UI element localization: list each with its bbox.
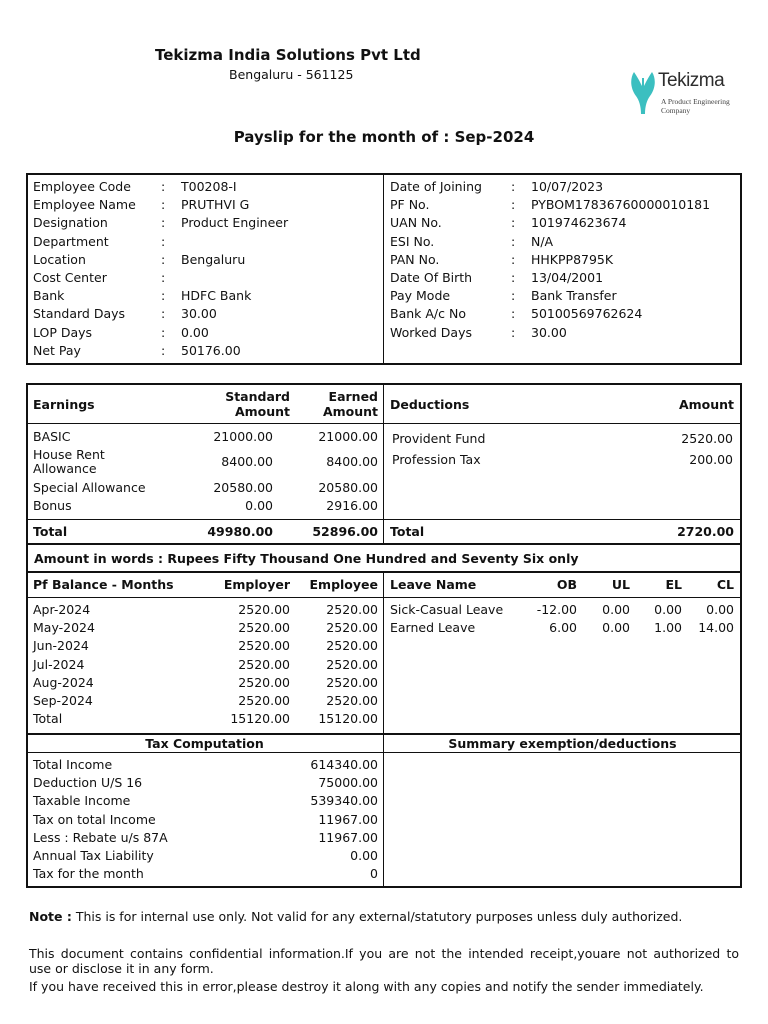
- earned-amount-header-2: Amount: [322, 404, 378, 419]
- earning-name-line2: Allowance: [33, 461, 97, 476]
- colon: :: [511, 251, 516, 267]
- pf-employee-header: Employee: [309, 577, 378, 592]
- amount-in-words: Amount in words : Rupees Fifty Thousand One Hundred and Seventy Six only: [34, 551, 579, 566]
- deductions-header: Deductions: [390, 397, 470, 412]
- employee-field-label: Date of Joining: [390, 179, 482, 194]
- employee-field-value: N/A: [531, 233, 554, 249]
- tax-row-label: Taxable Income: [33, 793, 131, 809]
- pf-month: Jul-2024: [33, 656, 85, 672]
- employee-field-value: HHKPP8795K: [531, 251, 614, 267]
- confidential-line-2: use or disclose it in any form.: [29, 961, 214, 976]
- colon: :: [161, 251, 166, 267]
- payslip-title: Payslip for the month of : Sep-2024: [233, 128, 535, 146]
- leave-ul: 0.00: [602, 602, 630, 617]
- colon: :: [161, 324, 166, 340]
- earnings-total-standard: 49980.00: [207, 524, 273, 539]
- colon: :: [161, 179, 166, 194]
- note-line: [29, 909, 682, 924]
- pf-employee-amount: 2520.00: [326, 620, 378, 636]
- employee-field-value: 13/04/2001: [531, 270, 604, 285]
- pf-month: Aug-2024: [33, 674, 94, 690]
- tax-row-label: Tax on total Income: [33, 811, 156, 827]
- earnings-total-earned: 52896.00: [312, 524, 378, 539]
- tax-row-label: Total Income: [33, 757, 113, 772]
- pf-employer-amount: 2520.00: [238, 638, 290, 654]
- employee-field-value: Bengaluru: [181, 251, 246, 267]
- employee-field-label: LOP Days: [33, 324, 93, 340]
- pf-months-header: Pf Balance - Months: [33, 577, 174, 592]
- leave-ul-header: UL: [611, 577, 630, 592]
- pf-month: Total: [33, 711, 63, 727]
- colon: :: [161, 342, 166, 358]
- summary-exemption-header: Summary exemption/deductions: [448, 736, 677, 751]
- tax-row-label: Tax for the month: [33, 866, 144, 882]
- leave-ul: 0.00: [602, 620, 630, 636]
- leave-cl-header: CL: [716, 577, 734, 592]
- employee-field-value: 0.00: [181, 324, 209, 340]
- pf-month: Jun-2024: [33, 638, 89, 654]
- standard-amount-header-1: Standard: [225, 389, 290, 404]
- pf-employee-amount: 2520.00: [326, 693, 378, 708]
- deductions-total-amount: 2720.00: [677, 524, 734, 539]
- employee-field-label: Worked Days: [390, 324, 473, 340]
- employee-field-value: Product Engineer: [181, 215, 289, 231]
- deductions-total-label: Total: [390, 524, 425, 539]
- leave-ob: 6.00: [549, 620, 577, 636]
- deduction-amount: 2520.00: [681, 431, 733, 446]
- colon: :: [511, 233, 516, 249]
- employee-field-label: Net Pay: [33, 342, 81, 358]
- pf-employer-header: Employer: [223, 577, 290, 592]
- employee-field-value: PYBOM17836760000010181: [531, 197, 711, 213]
- colon: :: [511, 179, 516, 194]
- earning-standard-amount: 0.00: [245, 498, 273, 513]
- employee-field-label: PAN No.: [390, 251, 440, 267]
- earning-earned-amount: 21000.00: [318, 429, 378, 444]
- note-label: Note :: [29, 909, 72, 924]
- pf-leave-box: [26, 571, 742, 735]
- earning-name: BASIC: [33, 429, 71, 444]
- colon: :: [511, 306, 516, 322]
- pf-month: Sep-2024: [33, 693, 93, 708]
- employee-field-label: Standard Days: [33, 306, 126, 322]
- pf-employee-amount: 2520.00: [326, 602, 378, 617]
- colon: :: [511, 270, 516, 285]
- logo-wordmark: Tekizma: [658, 70, 725, 91]
- pf-employer-amount: 2520.00: [238, 693, 290, 708]
- earning-earned-amount: 20580.00: [318, 480, 378, 495]
- employee-field-label: Location: [33, 251, 86, 267]
- earning-name: House Rent: [33, 447, 105, 462]
- earning-name: Bonus: [33, 498, 72, 513]
- earnings-total-label: Total: [33, 524, 68, 539]
- employee-field-value: T00208-I: [181, 179, 237, 194]
- company-logo: [628, 68, 738, 124]
- earning-name: Special Allowance: [33, 480, 146, 495]
- company-address: Bengaluru - 561125: [229, 67, 354, 82]
- tax-row-value: 0.00: [350, 848, 378, 863]
- tax-row-label: Annual Tax Liability: [33, 848, 154, 863]
- colon: :: [511, 288, 516, 304]
- standard-amount-header-2: Amount: [234, 404, 290, 419]
- employee-field-label: Pay Mode: [390, 288, 451, 304]
- earning-standard-amount: 20580.00: [213, 480, 273, 495]
- employee-field-label: Employee Code: [33, 179, 131, 194]
- colon: :: [161, 306, 166, 322]
- company-name: Tekizma India Solutions Pvt Ltd: [155, 46, 421, 64]
- deductions-amount-header: Amount: [678, 397, 734, 412]
- leave-cl: 14.00: [698, 620, 734, 636]
- deduction-amount: 200.00: [689, 452, 733, 467]
- deduction-name: Provident Fund: [392, 431, 486, 446]
- employee-field-value: 101974623674: [531, 215, 627, 231]
- leave-cl: 0.00: [706, 602, 734, 617]
- employee-field-value: PRUTHVI G: [181, 197, 250, 213]
- tax-row-value: 539340.00: [310, 793, 378, 809]
- note-text: This is for internal use only. Not valid for any external/statutory purposes unless duly authorized.: [71, 909, 683, 924]
- employee-field-value: 50176.00: [181, 342, 241, 358]
- colon: :: [161, 215, 166, 231]
- tax-row-value: 614340.00: [310, 757, 378, 772]
- colon: :: [511, 197, 516, 213]
- leave-name: Earned Leave: [390, 620, 476, 636]
- pf-employer-amount: 2520.00: [238, 602, 290, 617]
- employee-field-label: Date Of Birth: [390, 270, 473, 285]
- colon: :: [161, 288, 166, 304]
- employee-field-label: Bank A/c No: [390, 306, 466, 322]
- employee-field-label: ESI No.: [390, 233, 435, 249]
- tax-box: [26, 733, 742, 888]
- leave-el: 0.00: [654, 602, 682, 617]
- employee-field-label: PF No.: [390, 197, 430, 213]
- pf-employer-amount: 2520.00: [238, 674, 290, 690]
- pf-employee-amount: 2520.00: [326, 638, 378, 654]
- pf-employer-amount: 2520.00: [238, 656, 290, 672]
- earning-earned-amount: 8400.00: [326, 454, 378, 469]
- pf-employer-amount: 2520.00: [238, 620, 290, 636]
- logo-tagline: A Product Engineering Company: [661, 97, 730, 115]
- employee-field-value: 10/07/2023: [531, 179, 604, 194]
- tax-row-value: 0: [370, 866, 378, 882]
- earnings-header: Earnings: [33, 397, 95, 412]
- employee-field-value: Bank Transfer: [531, 288, 617, 304]
- tax-row-value: 11967.00: [318, 829, 378, 845]
- earned-amount-header-1: Earned: [328, 389, 378, 404]
- pf-month: Apr-2024: [33, 602, 91, 617]
- employee-field-label: Employee Name: [33, 197, 136, 213]
- employee-field-label: Cost Center: [33, 270, 107, 285]
- tax-row-label: Deduction U/S 16: [33, 775, 143, 791]
- pf-employee-amount: 2520.00: [326, 674, 378, 690]
- leave-name: Sick-Casual Leave: [390, 602, 504, 617]
- colon: :: [161, 270, 166, 285]
- colon: :: [511, 215, 516, 231]
- tax-computation-header: Tax Computation: [145, 736, 264, 751]
- employee-field-value: 30.00: [531, 324, 567, 340]
- employee-field-label: Designation: [33, 215, 108, 231]
- employee-field-label: UAN No.: [390, 215, 442, 231]
- tax-row-value: 11967.00: [318, 811, 378, 827]
- leave-el-header: EL: [665, 577, 682, 592]
- leave-el: 1.00: [654, 620, 682, 636]
- earning-earned-amount: 2916.00: [326, 498, 378, 513]
- colon: :: [511, 324, 516, 340]
- colon: :: [161, 233, 166, 249]
- pf-employee-amount: 2520.00: [326, 656, 378, 672]
- pf-month: May-2024: [33, 620, 95, 636]
- leave-name-header: Leave Name: [390, 577, 477, 592]
- deduction-name: Profession Tax: [392, 452, 481, 467]
- colon: :: [161, 197, 166, 213]
- employee-field-label: Bank: [33, 288, 65, 304]
- employee-field-value: 50100569762624: [531, 306, 643, 322]
- leave-ob: -12.00: [536, 602, 577, 617]
- earning-standard-amount: 8400.00: [221, 454, 273, 469]
- employee-field-value: 30.00: [181, 306, 217, 322]
- tax-row-value: 75000.00: [318, 775, 378, 791]
- employee-field-value: HDFC Bank: [181, 288, 252, 304]
- tax-row-label: Less : Rebate u/s 87A: [33, 829, 168, 845]
- logo-mark-icon: [628, 68, 658, 120]
- pf-employer-amount: 15120.00: [230, 711, 290, 727]
- pf-employee-amount: 15120.00: [318, 711, 378, 727]
- confidential-line-3: If you have received this in error,please destroy it along with any copies and notify the sender immediately.: [29, 979, 704, 994]
- leave-ob-header: OB: [556, 577, 577, 592]
- earning-standard-amount: 21000.00: [213, 429, 273, 444]
- confidential-line-1: This document contains confidential information.If you are not the intended receipt,youare not authorized to: [29, 946, 739, 961]
- employee-field-label: Department: [33, 233, 109, 249]
